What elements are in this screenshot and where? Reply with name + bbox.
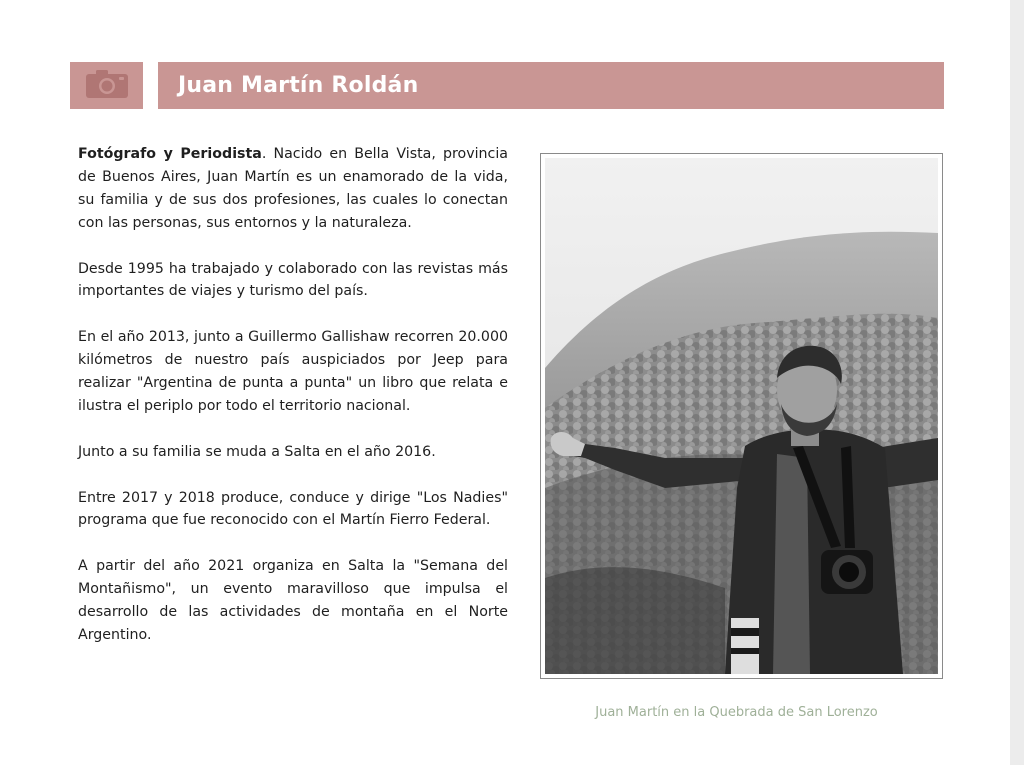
- bio-role: Fotógrafo y Periodista: [78, 146, 262, 162]
- portrait-photo: [545, 158, 938, 674]
- bio-paragraph-5: Entre 2017 y 2018 produce, conduce y dirige "Los Nadies" programa que fue reconocido con el Martín Fierro Federal.: [78, 489, 508, 529]
- bio-text: [78, 143, 508, 647]
- page-title: Juan Martín Roldán: [178, 73, 419, 98]
- page-edge-strip: [1010, 0, 1024, 765]
- photo-frame: [540, 153, 943, 679]
- bio-paragraph-4: Junto a su familia se muda a Salta en el año 2016.: [78, 443, 436, 460]
- photo-caption: Juan Martín en la Quebrada de San Lorenzo: [595, 705, 878, 720]
- camera-icon: [84, 68, 130, 104]
- bio-intro: . Nacido en Bella Vista, provincia de Buenos Aires, Juan Martín es un enamorado de la vida, su familia y de sus dos profesiones, las cuales lo conectan con las personas, sus entornos y la naturaleza.: [78, 146, 508, 231]
- header-icon-box: [70, 62, 143, 109]
- bio-paragraph-6: A partir del año 2021 organiza en Salta la "Semana del Montañismo", un evento maravilloso que impulsa el desarrollo de las actividades de montaña en el Norte Argentino.: [78, 558, 508, 643]
- bio-paragraph-3: En el año 2013, junto a Guillermo Gallishaw recorren 20.000 kilómetros de nuestro país auspiciados por Jeep para realizar "Argentina de punta a punta" un libro que relata e ilustra el periplo por todo el territorio nacional.: [78, 329, 508, 414]
- bio-paragraph-2: Desde 1995 ha trabajado y colaborado con las revistas más importantes de viajes y turismo del país.: [78, 260, 508, 300]
- bio-paragraph-1: [78, 143, 508, 235]
- title-bar: [158, 62, 944, 109]
